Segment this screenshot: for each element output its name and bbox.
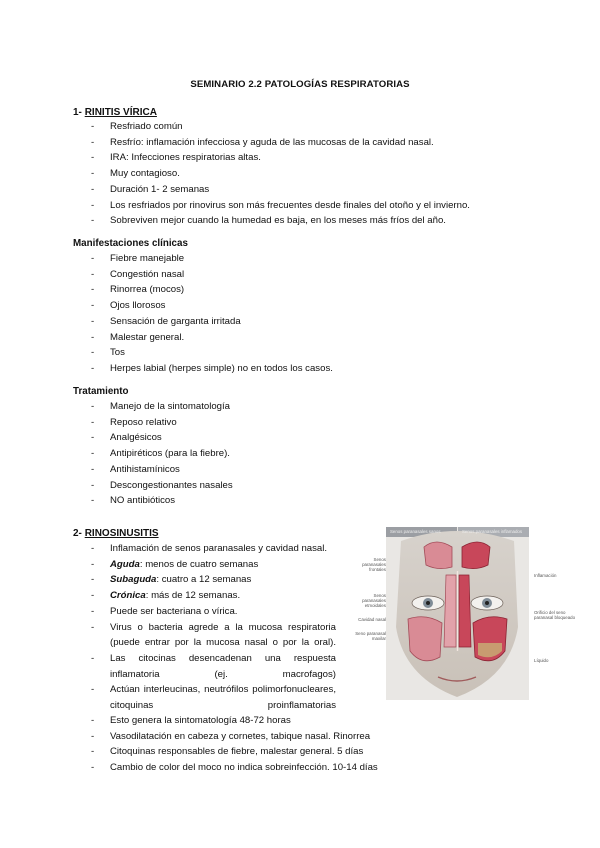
list-item: - Puede ser bacteriana o vírica. bbox=[0, 604, 336, 620]
sinus-face-drawing bbox=[386, 527, 529, 700]
list-item: - Reposo relativo bbox=[0, 415, 233, 431]
list-item: - Duración 1- 2 semanas bbox=[0, 182, 470, 198]
list-item: - Analgésicos bbox=[0, 430, 233, 446]
list-item: - NO antibióticos bbox=[0, 493, 233, 509]
rinitis-list bbox=[0, 119, 470, 229]
rinosinusitis-list bbox=[0, 541, 336, 714]
list-item: - Inflamación de senos paranasales y cavidad nasal. bbox=[0, 541, 336, 557]
list-item: - Tos bbox=[0, 345, 333, 361]
page-title: SEMINARIO 2.2 PATOLOGÍAS RESPIRATORIAS bbox=[190, 79, 410, 90]
manifestaciones-list bbox=[0, 251, 333, 377]
aguda-label: Aguda bbox=[110, 558, 140, 570]
list-item: - Los resfriados por rinovirus son más frecuentes desde finales del otoño y el invierno. bbox=[0, 198, 470, 214]
section-number: 1- bbox=[73, 107, 82, 118]
figure-label-etmoidales: Senos paranasales etmoidales bbox=[362, 593, 386, 608]
list-item: - Citoquinas responsables de fiebre, malestar general. 5 días bbox=[0, 744, 378, 760]
list-item: - Sobreviven mejor cuando la humedad es baja, en los meses más fríos del año. bbox=[0, 213, 470, 229]
list-item: - Resfrío: inflamación infecciosa y aguda de las mucosas de la cavidad nasal. bbox=[0, 135, 470, 151]
section-heading-rinitis bbox=[73, 107, 157, 118]
cronica-label: Crónica bbox=[110, 590, 146, 602]
rinosinusitis-list-continued bbox=[0, 713, 378, 776]
figure-label-inflamados: Senos paranasales inflamados bbox=[462, 529, 523, 534]
subheading-tratamiento: Tratamiento bbox=[73, 386, 129, 397]
cronica-text: : más de 12 semanas. bbox=[145, 590, 241, 602]
list-item: - Manejo de la sintomatología bbox=[0, 399, 233, 415]
subaguda-label: Subaguda bbox=[110, 574, 157, 586]
figure-label-liquido: Líquido bbox=[534, 658, 549, 663]
list-item bbox=[0, 572, 336, 588]
section-title: RINOSINUSITIS bbox=[84, 528, 159, 539]
figure-label-inflamacion: Inflamación bbox=[534, 573, 557, 578]
figure-label-sanos: Senos paranasales sanos bbox=[390, 529, 441, 534]
list-item: - Sensación de garganta irritada bbox=[0, 314, 333, 330]
list-item: - Las citocinas desencadenan una respuesta inflamatoria (ej. macrofagos) bbox=[0, 651, 336, 682]
figure-label-frontales: Senos paranasales frontales bbox=[362, 557, 386, 572]
list-item: - Antipiréticos (para la fiebre). bbox=[0, 446, 233, 462]
list-item bbox=[0, 588, 336, 604]
subheading-manifestaciones: Manifestaciones clínicas bbox=[73, 238, 188, 249]
list-item bbox=[0, 557, 336, 573]
tratamiento-list bbox=[0, 399, 233, 509]
subaguda-text: : cuatro a 12 semanas bbox=[156, 574, 252, 586]
figure-label-maxilar: Seno paranasal maxilar bbox=[355, 631, 386, 641]
list-item: - Malestar general. bbox=[0, 330, 333, 346]
section-heading-rinosinusitis bbox=[73, 528, 159, 539]
list-item: - Virus o bacteria agrede a la mucosa respiratoria (puede entrar por la mucosa nasal o por la oral). bbox=[0, 620, 336, 651]
list-item: - Vasodilatación en cabeza y cornetes, tabique nasal. Rinorrea bbox=[0, 729, 378, 745]
list-item: - Actúan interleucinas, neutrófilos polimorfonucleares, citoquinas proinflamatorias bbox=[0, 682, 336, 713]
sinus-illustration bbox=[386, 527, 529, 700]
list-item: - Resfriado común bbox=[0, 119, 470, 135]
list-item: - Muy contagioso. bbox=[0, 166, 470, 182]
list-item: - Ojos llorosos bbox=[0, 298, 333, 314]
list-item: - Rinorrea (mocos) bbox=[0, 282, 333, 298]
figure-label-orificio: Orificio del seno paranasal bloqueado bbox=[534, 610, 576, 620]
list-item: - Fiebre manejable bbox=[0, 251, 333, 267]
list-item: - Herpes labial (herpes simple) no en todos los casos. bbox=[0, 361, 333, 377]
section-title: RINITIS VÍRICA bbox=[84, 107, 157, 118]
list-item: - Antihistamínicos bbox=[0, 462, 233, 478]
list-item: - Descongestionantes nasales bbox=[0, 478, 233, 494]
figure-label-cavidad-nasal: Cavidad nasal bbox=[358, 617, 386, 622]
section-number: 2- bbox=[73, 528, 82, 539]
list-item: - Cambio de color del moco no indica sobreinfección. 10-14 días bbox=[0, 760, 378, 776]
aguda-text: : menos de cuatro semanas bbox=[139, 558, 259, 570]
list-item: - Congestión nasal bbox=[0, 267, 333, 283]
list-item: - IRA: Infecciones respiratorias altas. bbox=[0, 150, 470, 166]
list-item: - Esto genera la sintomatología 48-72 horas bbox=[0, 713, 378, 729]
